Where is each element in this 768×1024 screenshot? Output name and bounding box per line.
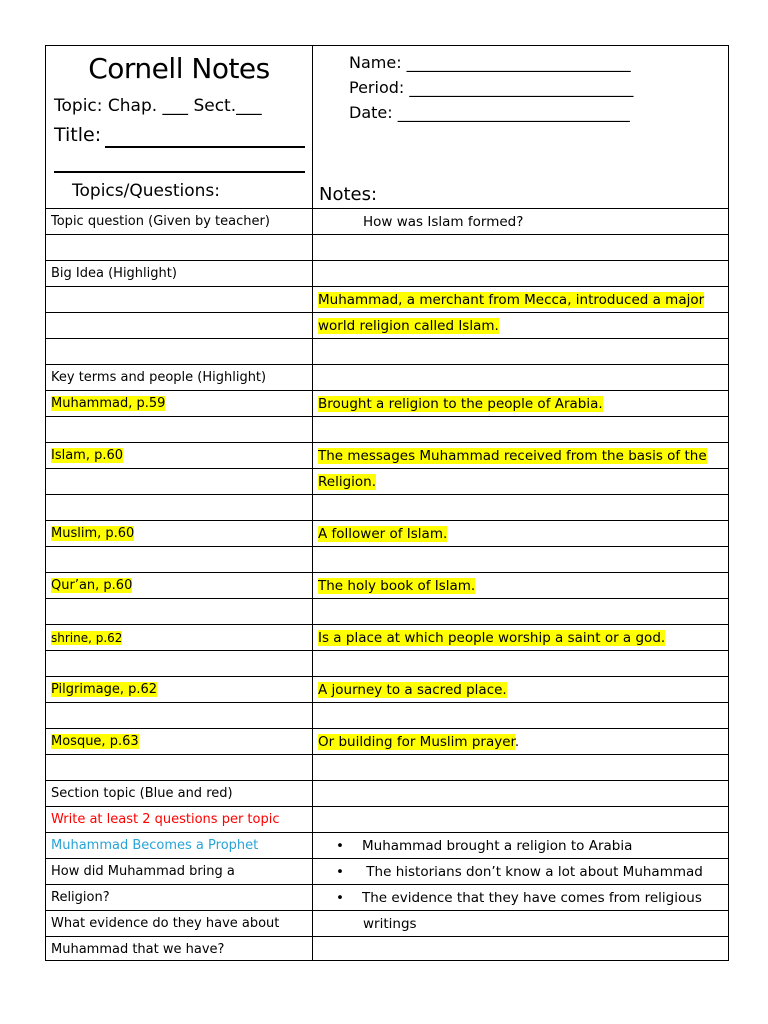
table-row: [46, 936, 728, 963]
table-row: [46, 416, 728, 443]
table-row: [46, 598, 728, 625]
note-cell: [313, 235, 728, 261]
bullet-text: The historians don’t know a lot about Muhammad: [362, 864, 703, 880]
table-row: [46, 910, 728, 937]
highlighted-term: Pilgrimage, p.62: [51, 682, 158, 697]
topic-cell: [46, 287, 312, 313]
table-row: [46, 624, 728, 651]
bullet-icon: •: [336, 838, 344, 854]
note-cell: [313, 885, 728, 911]
highlighted-note: The messages Muhammad received from the basis of the: [318, 448, 707, 464]
name-field: Name: ____________________________: [349, 53, 631, 72]
highlighted-note: Brought a religion to the people of Arabia.: [318, 396, 603, 412]
note-cell: [313, 599, 728, 625]
highlighted-note: Is a place at which people worship a saint or a god.: [318, 630, 666, 646]
highlighted-note: world religion called Islam.: [318, 318, 499, 334]
topic-cell: [46, 677, 312, 703]
header-left: [46, 46, 312, 208]
highlighted-note: Religion.: [318, 474, 377, 490]
note-cell: [313, 417, 728, 443]
table-row: [46, 572, 728, 599]
note-cell: [313, 469, 728, 495]
note-cell: [313, 703, 728, 729]
table-row: [46, 338, 728, 365]
topic-cell: [46, 391, 312, 417]
topic-cell: [46, 703, 312, 729]
table-row: [46, 390, 728, 417]
highlighted-note: A journey to a sacred place.: [318, 682, 507, 698]
table-row: [46, 754, 728, 781]
bullet-icon: •: [336, 890, 344, 906]
table-row: [46, 208, 728, 235]
bullet-text: Muhammad brought a religion to Arabia: [362, 838, 633, 854]
highlighted-note: Or building for Muslim prayer: [318, 734, 515, 750]
title-second-line: [54, 171, 305, 173]
title-underline: [105, 146, 305, 148]
topic-cell: Topic question (Given by teacher): [51, 214, 270, 229]
topic-cell: [46, 469, 312, 495]
topic-cell: Key terms and people (Highlight): [51, 370, 267, 385]
topic-cell: Religion?: [51, 890, 110, 905]
table-row: [46, 364, 728, 391]
highlighted-note: The holy book of Islam.: [318, 578, 476, 594]
note-cell: How was Islam formed?: [363, 214, 524, 230]
note-cell: [313, 287, 728, 313]
note-cell: [313, 937, 728, 963]
table-row: [46, 676, 728, 703]
topic-cell: [46, 235, 312, 261]
note-period: .: [514, 734, 520, 750]
note-cell: [313, 261, 728, 287]
notes-heading: Notes:: [319, 184, 378, 205]
note-cell: [313, 625, 728, 651]
table-row: [46, 858, 728, 885]
table-row: [46, 728, 728, 755]
bullet-icon: •: [336, 864, 344, 880]
note-cell: [313, 443, 728, 469]
topic-cell: [46, 573, 312, 599]
title-label: Title:: [54, 124, 102, 146]
note-cell: [313, 781, 728, 807]
table-row: [46, 442, 728, 469]
topic-cell: [46, 651, 312, 677]
note-cell: [313, 495, 728, 521]
table-row: [46, 806, 728, 833]
note-cell: [313, 755, 728, 781]
table-row: [46, 546, 728, 573]
topic-cell: [46, 547, 312, 573]
table-row: [46, 650, 728, 677]
note-cell: [313, 911, 728, 937]
note-cell: [313, 729, 728, 755]
table-row: [46, 234, 728, 261]
note-cell: [313, 859, 728, 885]
topic-cell: How did Muhammad bring a: [51, 864, 235, 879]
note-cell: [313, 677, 728, 703]
topic-line: Topic: Chap. ___ Sect.___: [54, 96, 262, 116]
topic-cell: [46, 495, 312, 521]
table-row: [46, 468, 728, 495]
highlighted-note: A follower of Islam.: [318, 526, 448, 542]
topic-cell: [46, 599, 312, 625]
note-cell: [313, 651, 728, 677]
table-row: [46, 494, 728, 521]
bullet-text: The evidence that they have comes from religious: [362, 890, 702, 906]
topic-cell: [46, 521, 312, 547]
highlighted-term: Qur’an, p.60: [51, 578, 133, 593]
date-field: Date: _____________________________: [349, 103, 630, 122]
highlighted-term: shrine, p.62: [51, 631, 123, 645]
note-cell: [313, 391, 728, 417]
table-row: [46, 520, 728, 547]
table-row: [46, 884, 728, 911]
highlighted-term: Mosque, p.63: [51, 734, 139, 749]
topic-cell: [46, 755, 312, 781]
table-row: [46, 780, 728, 807]
table-row: [46, 702, 728, 729]
table-row: [46, 286, 728, 313]
table-row: [46, 312, 728, 339]
note-cell: [313, 807, 728, 833]
header-right: [313, 46, 728, 208]
topic-cell: Write at least 2 questions per topic: [51, 812, 280, 827]
note-cell: [313, 339, 728, 365]
topic-cell: What evidence do they have about: [51, 916, 280, 931]
table-row: [46, 832, 728, 859]
topic-cell: Muhammad Becomes a Prophet: [51, 838, 259, 853]
table-row: [46, 260, 728, 287]
note-cell: [313, 547, 728, 573]
topic-cell: [46, 729, 312, 755]
highlighted-term: Islam, p.60: [51, 448, 124, 463]
note-cell: [313, 573, 728, 599]
note-cell: [313, 365, 728, 391]
highlighted-term: Muhammad, p.59: [51, 396, 166, 411]
topic-cell: Muhammad that we have?: [51, 942, 225, 957]
topic-cell: [46, 443, 312, 469]
topics-questions-heading: Topics/Questions:: [72, 181, 220, 201]
highlighted-term: Muslim, p.60: [51, 526, 135, 541]
student-info: [349, 50, 633, 125]
topic-cell: [46, 625, 312, 651]
note-cell: [313, 313, 728, 339]
topic-cell: [46, 313, 312, 339]
topic-cell: [46, 417, 312, 443]
topic-cell: Big Idea (Highlight): [51, 266, 177, 281]
note-cell: [313, 833, 728, 859]
period-field: Period: ____________________________: [349, 78, 634, 97]
topic-cell: [46, 339, 312, 365]
highlighted-note: Muhammad, a merchant from Mecca, introduced a major: [318, 292, 705, 308]
bullet-continuation: writings: [363, 916, 417, 932]
topic-cell: Section topic (Blue and red): [51, 786, 233, 801]
page-title: Cornell Notes: [88, 52, 270, 85]
note-cell: [313, 521, 728, 547]
